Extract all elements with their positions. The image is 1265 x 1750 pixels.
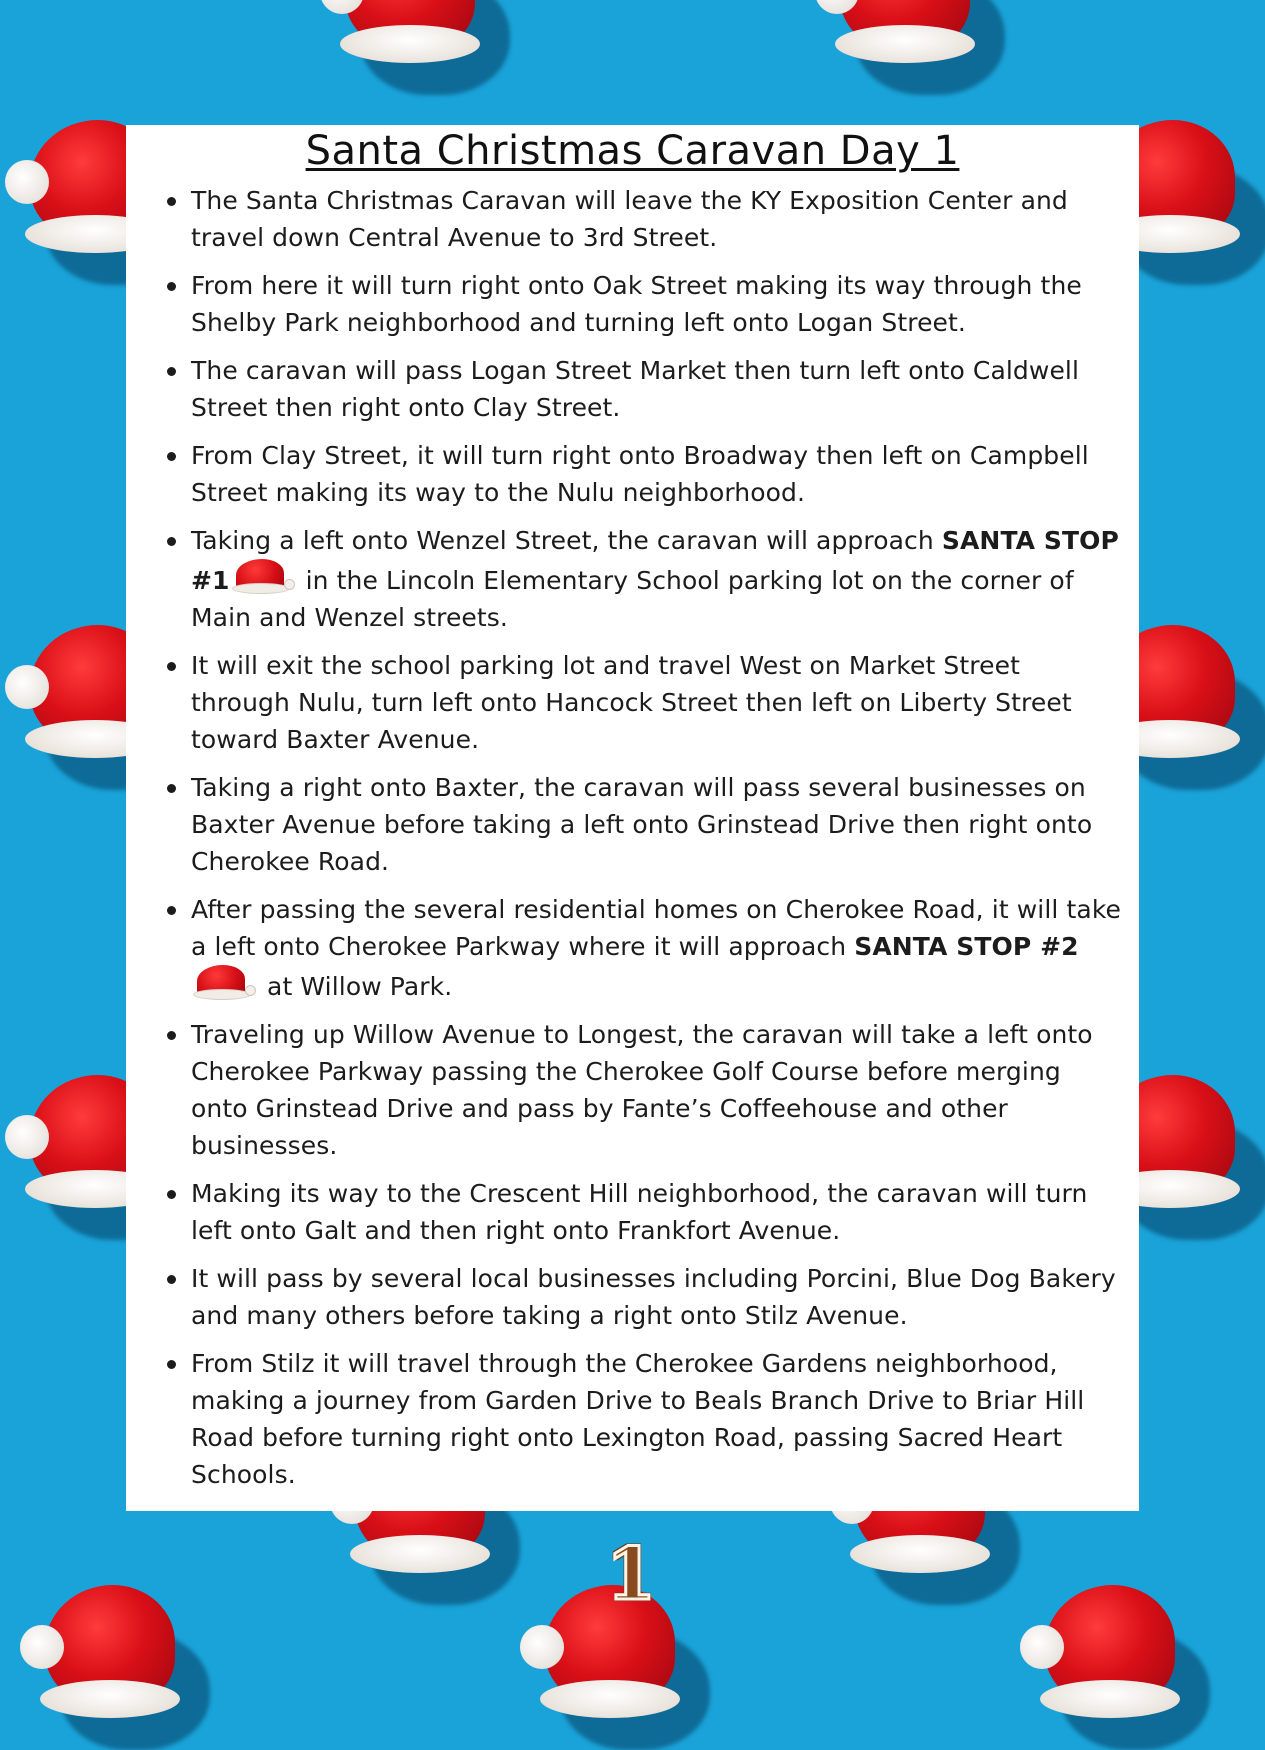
list-item (126, 182, 1139, 256)
background-santa-hat-icon (20, 1585, 190, 1735)
list-item-text: After passing the several residential homes on Cherokee Road, it will take a left onto Cherokee Parkway where it will approach (191, 895, 1121, 961)
list-item-text: From Clay Street, it will turn right onto Broadway then left on Campbell Street making its way to the Nulu neighborhood. (191, 441, 1089, 507)
background-santa-hat-icon (320, 0, 490, 80)
list-item (126, 647, 1139, 758)
list-item-text: at Willow Park. (259, 972, 453, 1001)
list-item-text: The caravan will pass Logan Street Market then turn left onto Caldwell Street then right onto Clay Street. (191, 356, 1080, 422)
background-santa-hat-icon (1020, 1585, 1190, 1735)
list-item-text: in the Lincoln Elementary School parking lot on the corner of Main and Wenzel streets. (191, 566, 1074, 632)
list-item-text: Traveling up Willow Avenue to Longest, the caravan will take a left onto Cherokee Parkway passing the Cherokee Golf Course before merging onto Grinstead Drive and pass by Fante’s Coffeehouse and other businesses. (191, 1020, 1093, 1160)
list-item (126, 769, 1139, 880)
list-item-text: Taking a right onto Baxter, the caravan will pass several businesses on Baxter Avenue before taking a left onto Grinstead Drive then right onto Cherokee Road. (191, 773, 1093, 876)
list-item (126, 1260, 1139, 1334)
list-item (126, 437, 1139, 511)
santa-stop-label: SANTA STOP #2 (854, 932, 1079, 961)
list-item (126, 891, 1139, 1005)
list-item (126, 267, 1139, 341)
list-item (126, 522, 1139, 636)
santa-hat-icon (193, 965, 257, 1001)
list-item-text: Taking a left onto Wenzel Street, the caravan will approach (191, 526, 942, 555)
santa-hat-icon (232, 559, 296, 595)
page-number: 1 (605, 1531, 657, 1616)
list-item-text: The Santa Christmas Caravan will leave the KY Exposition Center and travel down Central Avenue to 3rd Street. (191, 186, 1068, 252)
list-item (126, 1016, 1139, 1164)
list-item (126, 1345, 1139, 1493)
santa-stop-label: SANTA STOP #1 (191, 526, 1119, 595)
page-title: Santa Christmas Caravan Day 1 (305, 128, 960, 174)
list-item-text: It will exit the school parking lot and travel West on Market Street through Nulu, turn left onto Hancock Street then left on Liberty Street toward Baxter Avenue. (191, 651, 1072, 754)
list-item (126, 352, 1139, 426)
list-item (126, 1175, 1139, 1249)
list-item-text: Making its way to the Crescent Hill neighborhood, the caravan will turn left onto Galt and then right onto Frankfort Avenue. (191, 1179, 1088, 1245)
list-item-text: From Stilz it will travel through the Cherokee Gardens neighborhood, making a journey from Garden Drive to Beals Branch Drive to Briar Hill Road before turning right onto Lexington Road, passing Sacred Heart Schools. (191, 1349, 1085, 1489)
list-item-text: From here it will turn right onto Oak Street making its way through the Shelby Park neighborhood and turning left onto Logan Street. (191, 271, 1082, 337)
route-card (126, 125, 1139, 1511)
list-item-text: It will pass by several local businesses including Porcini, Blue Dog Bakery and many others before taking a right onto Stilz Avenue. (191, 1264, 1116, 1330)
route-list (126, 182, 1139, 1504)
background-santa-hat-icon (815, 0, 985, 80)
